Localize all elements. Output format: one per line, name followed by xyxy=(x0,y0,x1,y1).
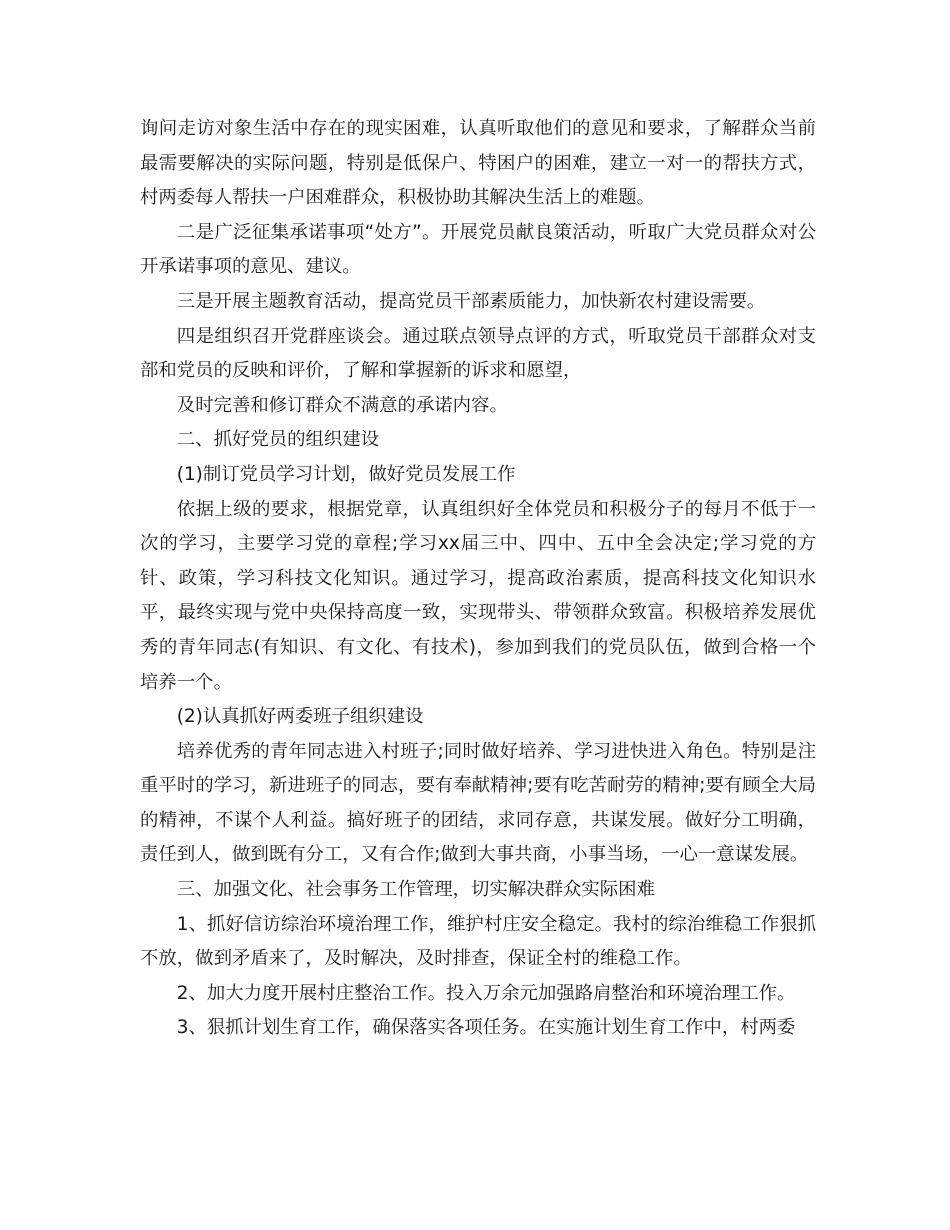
paragraph: 3、狠抓计划生育工作，确保落实各项任务。在实施计划生育工作中，村两委 xyxy=(176,1017,796,1039)
subsection-heading: (2)认真抓好两委班子组织建设 xyxy=(176,706,424,728)
subsection-heading: (1)制订党员学习计划，做好党员发展工作 xyxy=(176,463,516,485)
paragraph: 及时完善和修订群众不满意的承诺内容。 xyxy=(176,394,508,416)
document-body xyxy=(140,112,816,1046)
paragraph: 培养优秀的青年同志进入村班子;同时做好培养、学习进快进入角色。特别是注重平时的学习，新进班子的同志，要有奉献精神;要有吃苦耐劳的精神;要有顾全大局的精神，不谋个人利益。搞好班子的团结，求同存意，共谋发展。做好分工明确，责任到人，做到既有分工，又有合作;做到大事共商，小事当场，一心一意谋发展。 xyxy=(140,740,816,866)
paragraph: 二是广泛征集承诺事项“处方”。开展党员献良策活动，听取广大党员群众对公开承诺事项的意见、建议。 xyxy=(140,221,816,278)
paragraph: 询问走访对象生活中存在的现实困难，认真听取他们的意见和要求，了解群众当前最需要解决的实际问题，特别是低保户、特困户的困难，建立一对一的帮扶方式，村两委每人帮扶一户困难群众，积极协助其解决生活上的难题。 xyxy=(140,118,816,209)
section-heading: 三、加强文化、社会事务工作管理，切实解决群众实际困难 xyxy=(176,879,655,901)
paragraph: 依据上级的要求，根据党章，认真组织好全体党员和积极分子的每月不低于一次的学习，主要学习党的章程;学习xx届三中、四中、五中全会决定;学习党的方针、政策，学习科技文化知识。通过学习，提高政治素质，提高科技文化知识水平，最终实现与党中央保持高度一致，实现带头、带领群众致富。积极培养发展优秀的青年同志(有知识、有文化、有技术)，参加到我们的党员队伍，做到合格一个培养一个。 xyxy=(140,498,816,693)
paragraph: 三是开展主题教育活动，提高党员干部素质能力，加快新农村建设需要。 xyxy=(176,290,766,312)
paragraph: 四是组织召开党群座谈会。通过联点领导点评的方式，听取党员干部群众对支部和党员的反映和评价，了解和掌握新的诉求和愿望， xyxy=(140,325,816,382)
paragraph: 2、加大力度开展村庄整治工作。投入万余元加强路肩整治和环境治理工作。 xyxy=(176,982,796,1004)
section-heading: 二、抓好党员的组织建设 xyxy=(176,429,380,451)
paragraph: 1、抓好信访综治环境治理工作，维护村庄安全稳定。我村的综治维稳工作狠抓不放，做到矛盾来了，及时解决，及时排查，保证全村的维稳工作。 xyxy=(140,913,816,970)
